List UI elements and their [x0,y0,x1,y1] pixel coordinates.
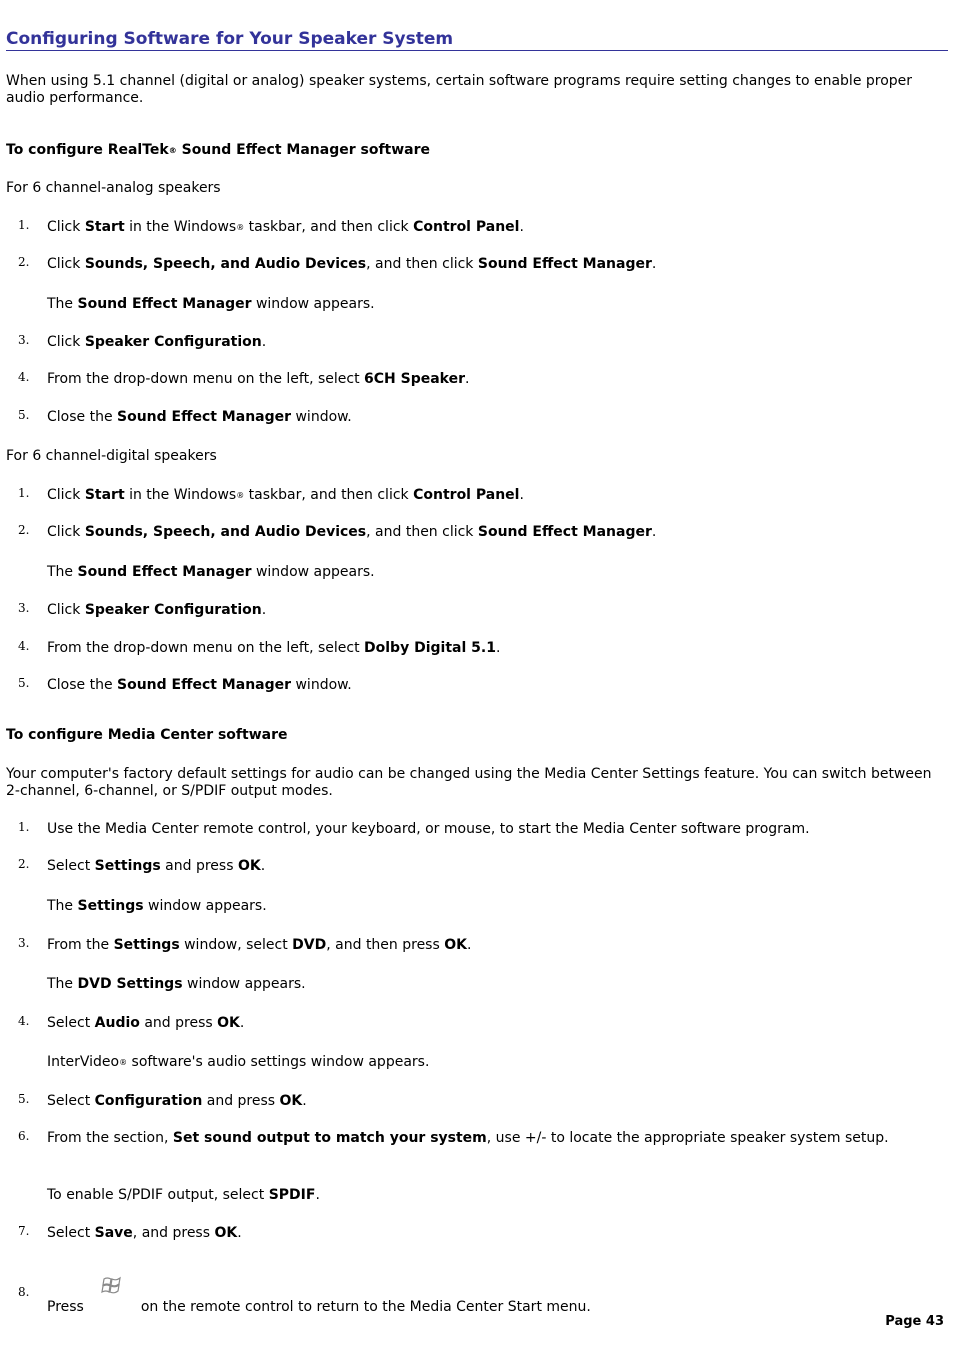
step-number: 4. [18,1014,30,1028]
step-note: The Sound Effect Manager window appears. [47,296,375,312]
list-item: From the drop-down menu on the left, select 6CH Speaker. [47,371,470,387]
step-number: 1. [18,820,30,834]
registered-mark: ® [168,146,177,155]
step-note: The DVD Settings window appears. [47,976,306,992]
digital-label: For 6 channel-digital speakers [6,448,217,464]
step-number: 3. [18,936,30,950]
list-item: Close the Sound Effect Manager window. [47,677,352,693]
list-item: Click Sounds, Speech, and Audio Devices, and then click Sound Effect Manager. [47,256,657,272]
step-note: InterVideo® software's audio settings window appears. [47,1054,430,1070]
media-center-intro: Your computer's factory default settings for audio can be changed using the Media Center Settings feature. You can switch between 2-channel, 6-channel, or S/PDIF output modes. [6,766,932,799]
step-number: 7. [18,1224,30,1238]
step-number: 2. [18,857,30,871]
list-item: Use the Media Center remote control, your keyboard, or mouse, to start the Media Center software program. [47,821,810,837]
realtek-heading [6,142,430,158]
list-item: From the Settings window, select DVD, and then press OK. [47,937,472,953]
step-number: 5. [18,1092,30,1106]
list-item: Close the Sound Effect Manager window. [47,409,352,425]
page-number: Page 43 [885,1314,944,1329]
step-number: 8. [18,1285,30,1299]
list-item: Press on the remote control to return to the Media Center Start menu. [47,1285,907,1317]
analog-label: For 6 channel-analog speakers [6,180,221,196]
step-note: The Sound Effect Manager window appears. [47,564,375,580]
list-item: Select Audio and press OK. [47,1015,245,1031]
step-number: 3. [18,333,30,347]
step-number: 1. [18,218,30,232]
intro-paragraph: When using 5.1 channel (digital or analog) speaker systems, certain software programs require setting changes to enable proper audio performance. [6,73,913,106]
step-number: 6. [18,1129,30,1143]
list-item: Click Speaker Configuration. [47,602,267,618]
list-item: From the drop-down menu on the left, select Dolby Digital 5.1. [47,640,501,656]
page-title: Configuring Software for Your Speaker System [6,29,948,51]
step-note: To enable S/PDIF output, select SPDIF. [47,1187,320,1203]
step-note: The Settings window appears. [47,898,267,914]
list-item: Click Speaker Configuration. [47,334,267,350]
step-number: 1. [18,486,30,500]
list-item: Click Sounds, Speech, and Audio Devices, and then click Sound Effect Manager. [47,524,657,540]
step-number: 2. [18,523,30,537]
list-item: Select Configuration and press OK. [47,1093,307,1109]
windows-start-icon [98,1271,132,1303]
list-item: From the section, Set sound output to match your system, use +/- to locate the appropriate speaker system setup. [47,1130,889,1146]
step-number: 2. [18,255,30,269]
list-item: Click Start in the Windows® taskbar, and then click Control Panel. [47,487,524,503]
step-number: 3. [18,601,30,615]
step-number: 5. [18,676,30,690]
step-number: 4. [18,370,30,384]
list-item: Click Start in the Windows® taskbar, and then click Control Panel. [47,219,524,235]
list-item: Select Save, and press OK. [47,1225,242,1241]
step-number: 4. [18,639,30,653]
media-center-heading: To configure Media Center software [6,727,288,743]
list-item: Select Settings and press OK. [47,858,266,874]
step-number: 5. [18,408,30,422]
realtek-heading-pre: To configure RealTek [6,142,169,158]
realtek-heading-post: Sound Effect Manager software [176,142,431,158]
